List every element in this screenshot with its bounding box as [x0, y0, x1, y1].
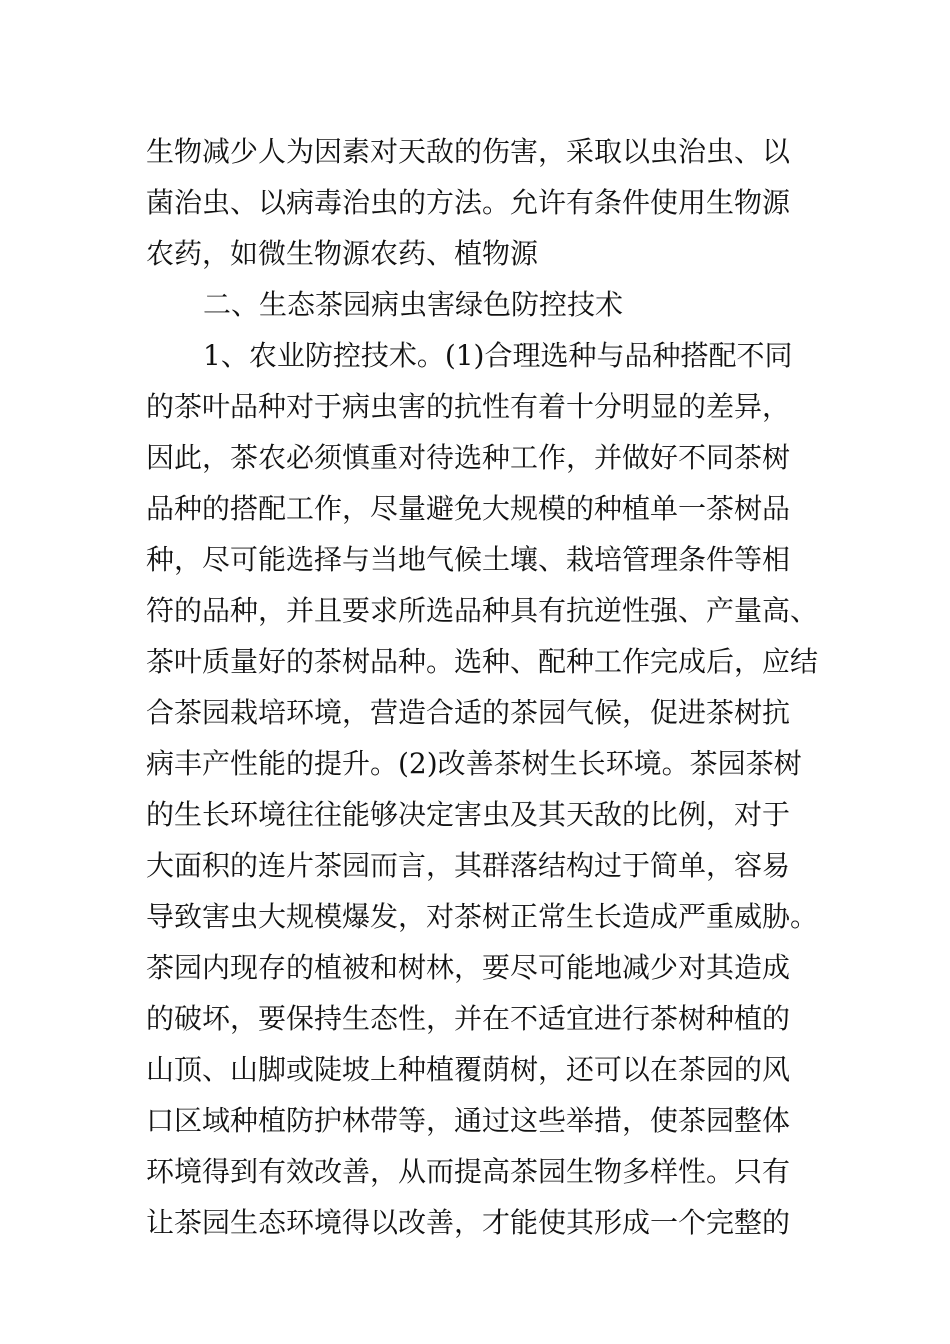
text-line: 生物减少人为因素对天敌的伤害，采取以虫治虫、以 — [146, 135, 791, 168]
text-line: 茶叶质量好的茶树品种。选种、配种工作完成后，应结 — [146, 645, 819, 678]
text-line: 符的品种，并且要求所选品种具有抗逆性强、产量高、 — [146, 594, 819, 627]
text-line: 的茶叶品种对于病虫害的抗性有着十分明显的差异， — [146, 390, 791, 423]
text-line: 菌治虫、以病毒治虫的方法。允许有条件使用生物源 — [146, 186, 791, 219]
text-line: 合茶园栽培环境，营造合适的茶园气候，促进茶树抗 — [146, 696, 791, 729]
text-line: 大面积的连片茶园而言，其群落结构过于简单，容易 — [146, 849, 791, 882]
text-line: 茶园内现存的植被和树林，要尽可能地减少对其造成 — [146, 951, 791, 984]
text-line: 因此，茶农必须慎重对待选种工作，并做好不同茶树 — [146, 441, 791, 474]
text-line: 导致害虫大规模爆发，对茶树正常生长造成严重威胁。 — [146, 900, 819, 933]
text-line: 让茶园生态环境得以改善，才能使其形成一个完整的 — [146, 1206, 791, 1239]
document-body — [146, 126, 819, 1248]
text-line: 农药，如微生物源农药、植物源 — [146, 237, 539, 270]
section-heading: 二、生态茶园病虫害绿色防控技术 — [203, 288, 624, 321]
text-line: 山顶、山脚或陡坡上种植覆荫树，还可以在茶园的风 — [146, 1053, 791, 1086]
text-line: 种，尽可能选择与当地气候土壤、栽培管理条件等相 — [146, 543, 791, 576]
text-line: 环境得到有效改善，从而提高茶园生物多样性。只有 — [146, 1155, 791, 1188]
text-line: 口区域种植防护林带等，通过这些举措，使茶园整体 — [146, 1104, 791, 1137]
text-line: 的破坏，要保持生态性，并在不适宜进行茶树种植的 — [146, 1002, 791, 1035]
paragraph-first-line: 1、农业防控技术。(1)合理选种与品种搭配不同 — [203, 339, 793, 372]
text-line: 的生长环境往往能够决定害虫及其天敌的比例，对于 — [146, 798, 791, 831]
text-line: 品种的搭配工作，尽量避免大规模的种植单一茶树品 — [146, 492, 791, 525]
text-line: 病丰产性能的提升。(2)改善茶树生长环境。茶园茶树 — [146, 747, 802, 780]
